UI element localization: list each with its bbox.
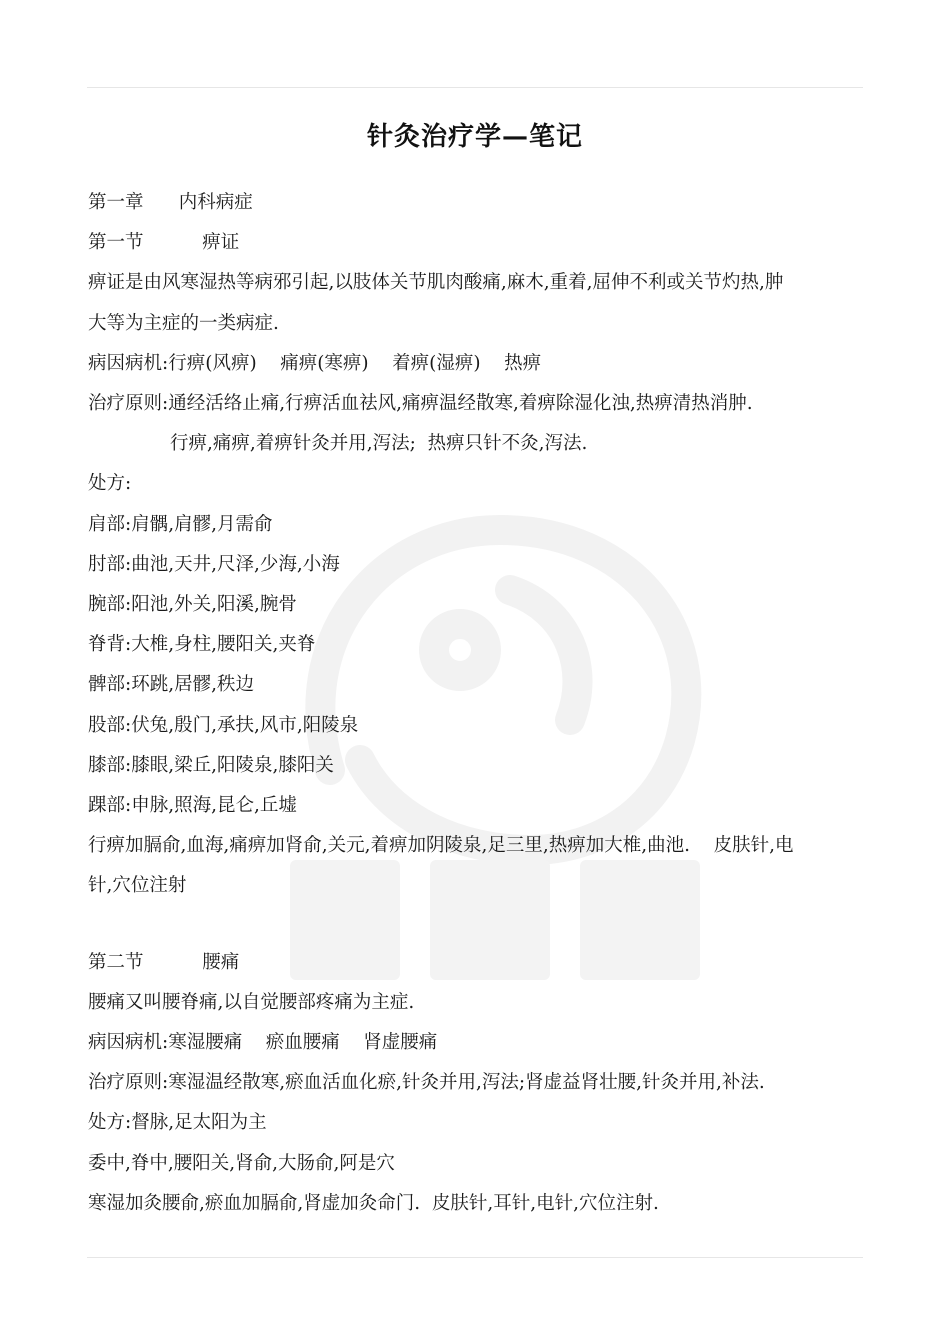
prescription-item: 髀部:环跳,居髎,秩边 (88, 674, 254, 696)
points-line: 委中,脊中,腰阳关,肾俞,大肠俞,阿是穴 (88, 1152, 395, 1174)
prescription-line: 处方:督脉,足太阳为主 (88, 1112, 267, 1134)
top-divider (87, 87, 863, 88)
prescription-label: 处方: (88, 473, 132, 495)
document-title: 针灸治疗学—笔记 (366, 122, 583, 152)
definition-line-1: 痹证是由风寒湿热等病邪引起,以肢体关节肌肉酸痛,麻木,重着,屈伸不利或关节灼热,肿 (88, 272, 784, 294)
prescription-item: 腕部:阳池,外关,阳溪,腕骨 (88, 594, 297, 616)
section-heading-yao-tong: 第二节 腰痛 (88, 951, 240, 973)
additions-line-1: 行痹加膈俞,血海,痛痹加肾俞,关元,着痹加阴陵泉,足三里,热痹加大椎,曲池. 皮肤针,电 (88, 835, 794, 857)
prescription-item: 膝部:膝眼,梁丘,阳陵泉,膝阳关 (88, 754, 334, 776)
chapter-heading: 第一章 内科病症 (88, 192, 253, 213)
prescription-item: 脊背:大椎,身柱,腰阳关,夹脊 (88, 634, 316, 656)
principle-line-1: 治疗原则:通经活络止痛,行痹活血祛风,痛痹温经散寒,着痹除湿化浊,热痹清热消肿. (88, 393, 753, 415)
prescription-item: 肩部:肩髃,肩髎,月需俞 (88, 513, 273, 535)
section-spacer (88, 907, 868, 943)
prescription-item: 踝部:申脉,照海,昆仑,丘墟 (88, 795, 297, 817)
bottom-divider (87, 1257, 863, 1258)
definition-line: 腰痛又叫腰脊痛,以自觉腰部疼痛为主症. (88, 991, 415, 1013)
prescription-item: 股部:伏兔,殷门,承扶,风市,阳陵泉 (88, 714, 359, 736)
document-body (88, 183, 868, 1224)
additions-line-2: 针,穴位注射 (88, 875, 187, 897)
principle-line-2: 行痹,痛痹,着痹针灸并用,泻法; 热痹只针不灸,泻法. (170, 433, 588, 455)
principle-line: 治疗原则:寒湿温经散寒,瘀血活血化瘀,针灸并用,泻法;肾虚益肾壮腰,针灸并用,补法. (88, 1072, 765, 1094)
additions-line: 寒湿加灸腰俞,瘀血加膈俞,肾虚加灸命门. 皮肤针,耳针,电针,穴位注射. (88, 1192, 659, 1214)
definition-line-2: 大等为主症的一类病症. (88, 312, 279, 334)
etiology-line: 病因病机:寒湿腰痛 瘀血腰痛 肾虚腰痛 (88, 1032, 438, 1054)
section-heading-bi-zheng: 第一节 痹证 (88, 232, 240, 254)
etiology-line: 病因病机:行痹(风痹) 痛痹(寒痹) 着痹(湿痹) 热痹 (88, 352, 542, 374)
prescription-item: 肘部:曲池,天井,尺泽,少海,小海 (88, 553, 340, 575)
